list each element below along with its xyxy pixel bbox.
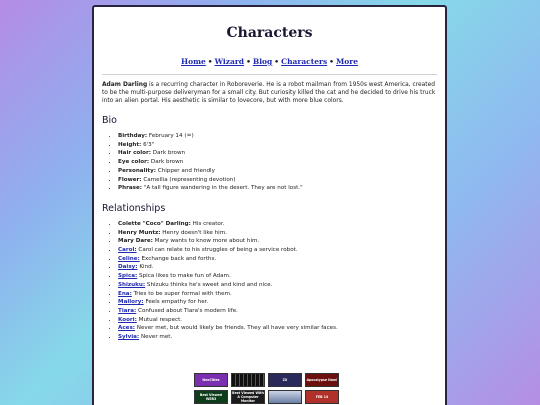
list-item bbox=[118, 158, 437, 167]
list-item bbox=[118, 184, 437, 193]
list-item bbox=[118, 167, 437, 176]
relationships-list bbox=[102, 220, 437, 342]
relationship-link-mallory[interactable]: Mallory: bbox=[118, 299, 144, 306]
relationship-text: Tries to be super formal with them. bbox=[131, 290, 232, 297]
relationship-name: Henry Muntz: bbox=[118, 229, 161, 236]
list-item bbox=[118, 229, 437, 238]
nav-separator: • bbox=[246, 57, 251, 66]
relationship-text: Kind. bbox=[137, 264, 154, 271]
divider bbox=[102, 74, 437, 75]
list-item bbox=[118, 281, 437, 290]
list-item bbox=[118, 176, 437, 185]
nav-link-more[interactable]: More bbox=[335, 57, 358, 66]
list-item bbox=[118, 316, 437, 325]
relationship-text: Never met, but would likely be friends. They all have very similar faces. bbox=[135, 325, 338, 332]
relationship-link-carol[interactable]: Carol: bbox=[118, 247, 137, 254]
nav-link-wizard[interactable]: Wizard bbox=[214, 57, 245, 66]
relationship-link-tiara[interactable]: Tiara: bbox=[118, 307, 137, 314]
relationship-text: Spica likes to make fun of Adam. bbox=[137, 273, 231, 280]
monitor-button[interactable]: Best Viewed With A Computer Monitor bbox=[232, 391, 264, 403]
list-item bbox=[118, 246, 437, 255]
nav-separator: • bbox=[274, 57, 280, 66]
relationship-text: Mary wants to know more about him. bbox=[152, 238, 260, 245]
list-item bbox=[118, 255, 437, 264]
neocities-button[interactable]: NeoCities bbox=[194, 373, 228, 387]
bio-label: Birthday: bbox=[118, 133, 148, 139]
bio-value: Chipper and friendly bbox=[155, 167, 215, 174]
web3-button[interactable]: Best Viewed WEB3 bbox=[194, 390, 228, 404]
zx-button[interactable]: ZX bbox=[268, 373, 302, 387]
relationship-text: Henry doesn't like him. bbox=[160, 229, 227, 236]
list-item bbox=[118, 263, 437, 272]
relationship-link-aces[interactable]: Aces: bbox=[118, 325, 136, 332]
button-row bbox=[194, 373, 354, 387]
relationship-text: Exchange back and forths. bbox=[139, 255, 217, 262]
nav-link-home[interactable]: Home bbox=[181, 57, 206, 66]
relationship-text: Shizuku thinks he's sweet and kind and nice. bbox=[145, 281, 273, 288]
nav-separator: • bbox=[207, 57, 213, 66]
list-item bbox=[118, 298, 437, 307]
bio-value: Dark brown bbox=[151, 150, 186, 157]
bio-value: Camellia (representing devotion) bbox=[141, 176, 236, 183]
list-item bbox=[118, 237, 437, 246]
relationships-heading: Relationships bbox=[102, 202, 166, 214]
bio-label: Personality: bbox=[118, 167, 156, 174]
feb14-button[interactable]: FEB 14 bbox=[305, 390, 339, 404]
list-item bbox=[118, 307, 437, 316]
bio-label: Phrase: bbox=[118, 185, 142, 192]
bio-label: Height: bbox=[118, 141, 142, 148]
relationship-name: Colette "Coco" Darling: bbox=[118, 220, 191, 227]
nav-bar bbox=[102, 57, 437, 66]
button-row bbox=[194, 390, 354, 404]
relationship-link-celine[interactable]: Celine: bbox=[118, 255, 140, 262]
bio-list bbox=[102, 132, 437, 193]
intro-paragraph bbox=[102, 81, 437, 105]
list-item bbox=[118, 220, 437, 229]
anime-button[interactable] bbox=[268, 390, 302, 404]
relationship-link-koori[interactable]: Koori: bbox=[118, 316, 137, 323]
character-name: Adam Darling bbox=[102, 82, 148, 88]
relationship-text: Mutual respect. bbox=[136, 316, 183, 323]
content-panel bbox=[92, 5, 447, 405]
list-item bbox=[118, 333, 437, 342]
bio-value: Dark brown bbox=[149, 159, 184, 166]
list-item bbox=[118, 272, 437, 281]
relationship-text: Never met. bbox=[139, 334, 173, 341]
relationship-link-ena[interactable]: Ena: bbox=[118, 290, 132, 297]
bio-value: 6'3" bbox=[141, 141, 155, 148]
bio-heading: Bio bbox=[102, 115, 117, 126]
nav-separator: • bbox=[329, 57, 334, 66]
nav-link-blog[interactable]: Blog bbox=[252, 57, 273, 66]
bio-value: "A tall figure wandering in the desert. They are not lost." bbox=[141, 185, 303, 192]
list-item bbox=[118, 149, 437, 158]
relationship-text: Carol can relate to his struggles of being a service robot. bbox=[136, 247, 298, 254]
relationship-text: His creator. bbox=[190, 220, 225, 227]
relationship-text: Feels empathy for her. bbox=[143, 299, 209, 306]
relationship-name: Mary Dare: bbox=[118, 238, 153, 245]
bio-value: February 14 (♒) bbox=[147, 133, 194, 139]
relationship-link-spica[interactable]: Spica: bbox=[118, 273, 138, 280]
button-wall bbox=[194, 373, 354, 405]
relationship-link-daisy[interactable]: Daisy: bbox=[118, 264, 138, 271]
bio-label: Eye color: bbox=[118, 159, 150, 166]
page-title: Characters bbox=[226, 25, 313, 41]
intro-text: is a recurring character in Roboreverie. He is a robot mailman from 1950s west America, created to be the multi-purpose deliveryman for a small city. But curiosity killed the cat and he decided to drive his truck into an alien portal. His aesthetic is similar to lovecore, but with more blue colors. bbox=[102, 82, 436, 104]
apocalypse-button[interactable]: Apocalypse Now! bbox=[305, 373, 339, 387]
list-item bbox=[118, 132, 437, 141]
relationship-link-sylvia[interactable]: Sylvia: bbox=[118, 334, 140, 341]
list-item bbox=[118, 290, 437, 299]
bio-label: Hair color: bbox=[118, 150, 151, 157]
nav-link-characters[interactable]: Characters bbox=[281, 57, 328, 66]
site-button[interactable] bbox=[231, 373, 265, 387]
list-item bbox=[118, 141, 437, 150]
list-item bbox=[118, 324, 437, 333]
relationship-link-shizuku[interactable]: Shizuku: bbox=[118, 281, 146, 288]
bio-label: Flower: bbox=[118, 176, 142, 183]
relationship-text: Confused about Tiara's modern life. bbox=[136, 307, 238, 314]
